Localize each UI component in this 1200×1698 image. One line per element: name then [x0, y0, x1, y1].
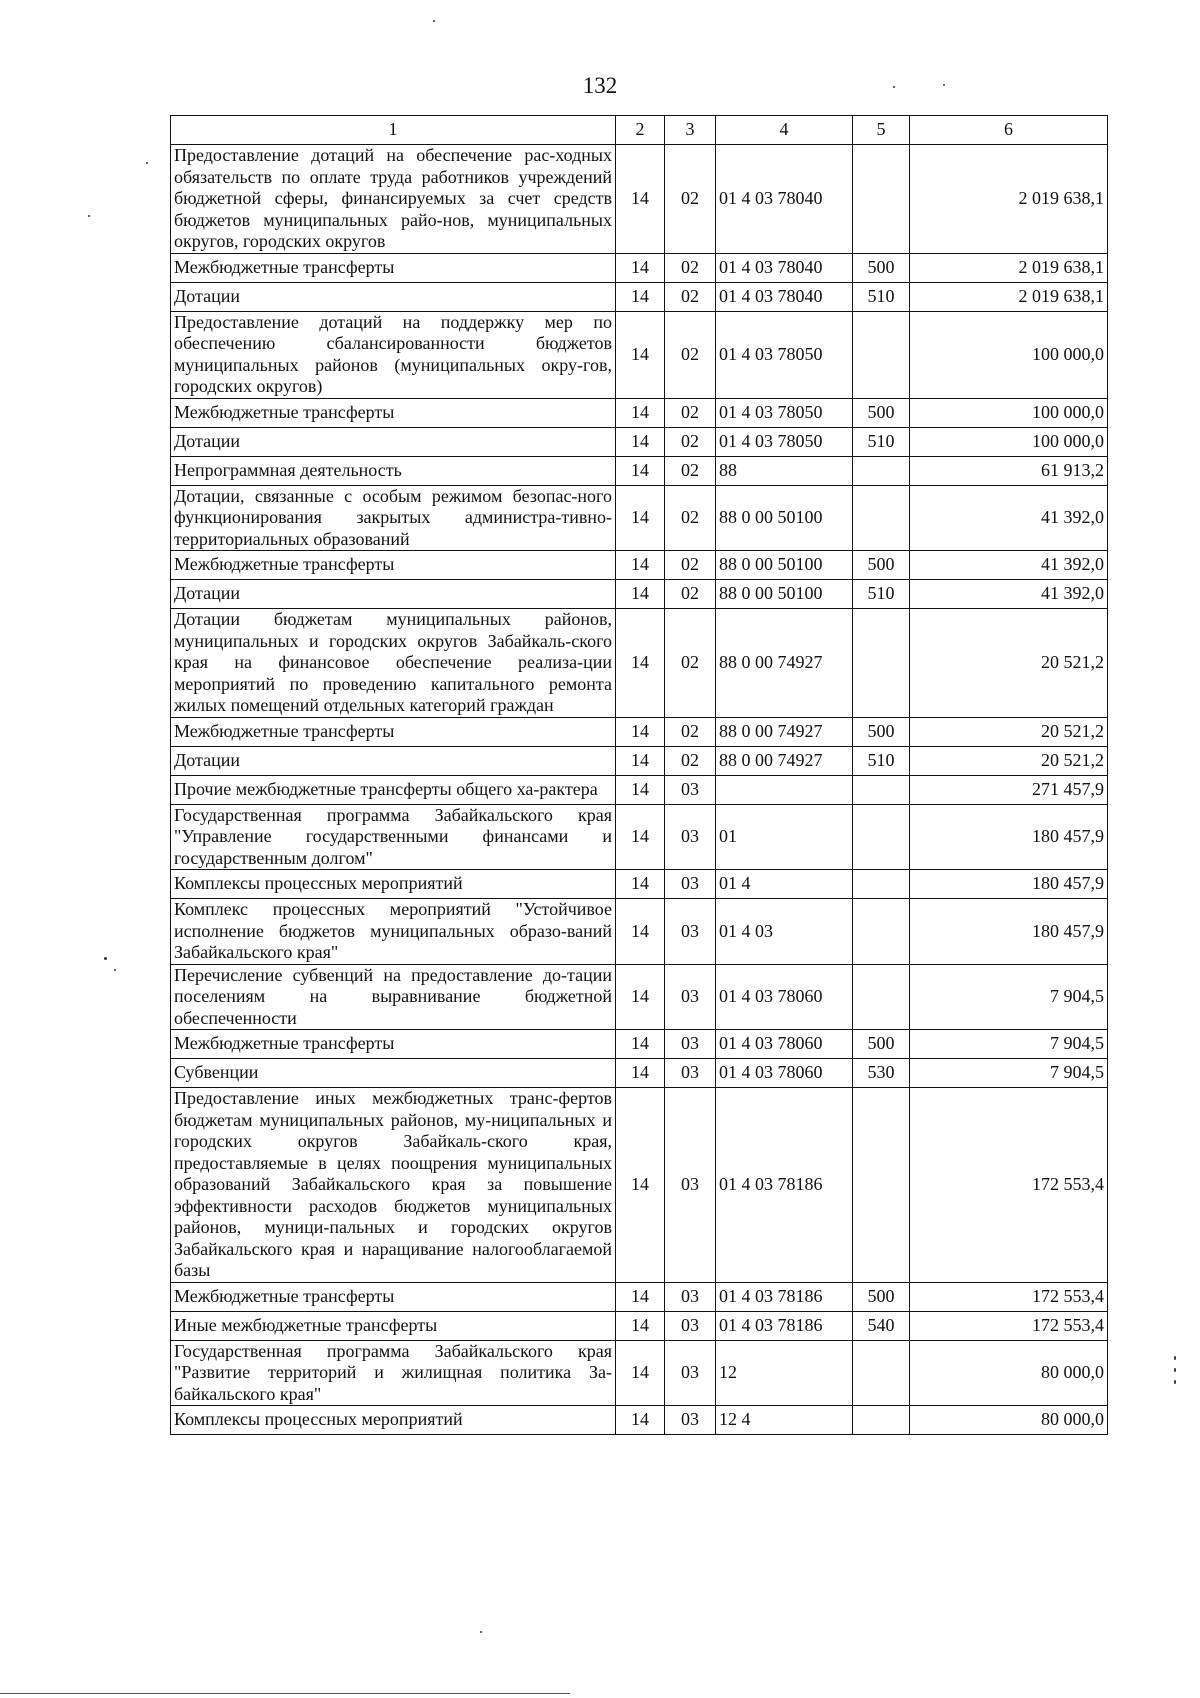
row-col3-cell: 02: [665, 746, 716, 775]
row-col3-cell: 02: [665, 485, 716, 551]
row-col6-cell: 41 392,0: [910, 485, 1108, 551]
row-col4-cell: 88 0 00 74927: [716, 717, 853, 746]
row-col2-cell: 14: [616, 145, 665, 254]
table-row: [171, 427, 1108, 456]
row-col4-cell: 01 4 03 78186: [716, 1088, 853, 1283]
column-header: 4: [716, 116, 853, 145]
row-col3-cell: 03: [665, 1311, 716, 1340]
row-col4-cell: 12: [716, 1340, 853, 1406]
row-col3-cell: 03: [665, 775, 716, 804]
row-col3-cell: 03: [665, 1282, 716, 1311]
row-col3-cell: 02: [665, 580, 716, 609]
table-row: [171, 1030, 1108, 1059]
table-header-row: [171, 116, 1108, 145]
row-col6-cell: 172 553,4: [910, 1088, 1108, 1283]
row-col3-cell: 03: [665, 964, 716, 1030]
row-col4-cell: 01 4 03 78186: [716, 1282, 853, 1311]
row-name-cell: Предоставление иных межбюджетных транс-фертов бюджетам муниципальных районов, му-ниципальных и городских округов Забайкаль-ского края, предоставляемые в целях поощрения муниципальных образований Забайкальского края за повышение эффективности расходов бюджетов муниципальных районов, муници-пальных и городских округов Забайкальского края и наращивание налогооблагаемой базы: [171, 1088, 616, 1283]
row-col2-cell: 14: [616, 964, 665, 1030]
row-col2-cell: 14: [616, 282, 665, 311]
row-col2-cell: 14: [616, 1030, 665, 1059]
row-col3-cell: 03: [665, 804, 716, 870]
row-col3-cell: 02: [665, 398, 716, 427]
row-col5-cell: [853, 1340, 910, 1406]
row-col3-cell: 03: [665, 1406, 716, 1435]
row-col2-cell: 14: [616, 1340, 665, 1406]
row-col2-cell: 14: [616, 427, 665, 456]
scan-speck: [114, 969, 116, 971]
row-col2-cell: 14: [616, 870, 665, 899]
row-col4-cell: 01 4: [716, 870, 853, 899]
table-row: [171, 775, 1108, 804]
scan-speck: [88, 215, 90, 217]
row-col6-cell: 61 913,2: [910, 456, 1108, 485]
row-col2-cell: 14: [616, 746, 665, 775]
scan-edge-line: [0, 1693, 570, 1694]
table-row: [171, 311, 1108, 398]
row-col3-cell: 03: [665, 870, 716, 899]
row-col2-cell: 14: [616, 551, 665, 580]
row-col3-cell: 02: [665, 311, 716, 398]
row-name-cell: Комплекс процессных мероприятий "Устойчивое исполнение бюджетов муниципальных образо-ваний Забайкальского края": [171, 899, 616, 965]
row-col5-cell: [853, 775, 910, 804]
table-body: [171, 145, 1108, 1435]
row-col5-cell: [853, 899, 910, 965]
table-row: [171, 804, 1108, 870]
row-col4-cell: 01 4 03 78050: [716, 398, 853, 427]
row-name-cell: Дотации: [171, 746, 616, 775]
row-col4-cell: 01 4 03 78040: [716, 253, 853, 282]
row-col4-cell: 88 0 00 74927: [716, 746, 853, 775]
scan-speck: [1174, 1380, 1176, 1384]
row-col3-cell: 02: [665, 427, 716, 456]
row-col4-cell: 88 0 00 50100: [716, 580, 853, 609]
row-col3-cell: 03: [665, 1030, 716, 1059]
column-header: 5: [853, 116, 910, 145]
budget-table: [170, 115, 1108, 1435]
row-col6-cell: 271 457,9: [910, 775, 1108, 804]
row-col2-cell: 14: [616, 1088, 665, 1283]
row-col6-cell: 172 553,4: [910, 1311, 1108, 1340]
table-row: [171, 580, 1108, 609]
row-name-cell: Дотации, связанные с особым режимом безопас-ного функционирования закрытых администра-тивно-территориальных образований: [171, 485, 616, 551]
row-col6-cell: 7 904,5: [910, 1030, 1108, 1059]
row-col4-cell: 01 4 03 78050: [716, 427, 853, 456]
row-col2-cell: 14: [616, 1311, 665, 1340]
row-col5-cell: [853, 964, 910, 1030]
row-name-cell: Государственная программа Забайкальского края "Управление государственными финансами и государственным долгом": [171, 804, 616, 870]
row-col3-cell: 02: [665, 456, 716, 485]
row-col3-cell: 02: [665, 253, 716, 282]
column-header: 3: [665, 116, 716, 145]
table-row: [171, 1311, 1108, 1340]
table-row: [171, 1282, 1108, 1311]
table-row: [171, 746, 1108, 775]
row-col6-cell: 172 553,4: [910, 1282, 1108, 1311]
table-row: [171, 870, 1108, 899]
row-col2-cell: 14: [616, 253, 665, 282]
row-name-cell: Иные межбюджетные трансферты: [171, 1311, 616, 1340]
row-col2-cell: 14: [616, 1059, 665, 1088]
column-header: 1: [171, 116, 616, 145]
table-row: [171, 717, 1108, 746]
row-col3-cell: 03: [665, 1340, 716, 1406]
row-name-cell: Предоставление дотаций на обеспечение рас-ходных обязательств по оплате труда работников учреждений бюджетной сферы, финансируемых за счет средств бюджетов муниципальных райо-нов, муниципальных округов, городских округов: [171, 145, 616, 254]
scan-speck: [893, 86, 895, 88]
row-col5-cell: 510: [853, 580, 910, 609]
scan-speck: [104, 957, 107, 960]
row-col4-cell: 88 0 00 50100: [716, 485, 853, 551]
table-row: [171, 253, 1108, 282]
table-row: [171, 1406, 1108, 1435]
table-row: [171, 145, 1108, 254]
row-col6-cell: 180 457,9: [910, 804, 1108, 870]
row-col5-cell: [853, 870, 910, 899]
row-col6-cell: 41 392,0: [910, 551, 1108, 580]
row-col4-cell: 88 0 00 50100: [716, 551, 853, 580]
row-col2-cell: 14: [616, 485, 665, 551]
row-col4-cell: 01: [716, 804, 853, 870]
row-name-cell: Предоставление дотаций на поддержку мер по обеспечению сбалансированности бюджетов муниципальных районов (муниципальных окру-гов, городских округов): [171, 311, 616, 398]
row-col5-cell: 510: [853, 746, 910, 775]
row-col5-cell: 500: [853, 398, 910, 427]
row-col5-cell: 510: [853, 427, 910, 456]
row-col2-cell: 14: [616, 1406, 665, 1435]
row-col5-cell: [853, 1088, 910, 1283]
row-col5-cell: [853, 609, 910, 718]
row-col3-cell: 02: [665, 717, 716, 746]
row-name-cell: Непрограммная деятельность: [171, 456, 616, 485]
row-name-cell: Межбюджетные трансферты: [171, 1282, 616, 1311]
row-col4-cell: 01 4 03 78040: [716, 145, 853, 254]
row-col2-cell: 14: [616, 717, 665, 746]
row-name-cell: Прочие межбюджетные трансферты общего ха-рактера: [171, 775, 616, 804]
row-col6-cell: 100 000,0: [910, 311, 1108, 398]
row-col5-cell: [853, 804, 910, 870]
scan-speck: [943, 84, 945, 86]
row-col4-cell: 01 4 03 78050: [716, 311, 853, 398]
row-col2-cell: 14: [616, 899, 665, 965]
row-col3-cell: 03: [665, 899, 716, 965]
row-col6-cell: 180 457,9: [910, 870, 1108, 899]
row-col4-cell: [716, 775, 853, 804]
page-number: 132: [582, 73, 618, 98]
row-col6-cell: 80 000,0: [910, 1340, 1108, 1406]
row-name-cell: Межбюджетные трансферты: [171, 717, 616, 746]
row-col5-cell: 540: [853, 1311, 910, 1340]
row-col4-cell: 88 0 00 74927: [716, 609, 853, 718]
row-name-cell: Межбюджетные трансферты: [171, 398, 616, 427]
row-name-cell: Межбюджетные трансферты: [171, 1030, 616, 1059]
row-col3-cell: 02: [665, 551, 716, 580]
table-row: [171, 456, 1108, 485]
scan-speck: [1174, 1368, 1176, 1372]
table-row: [171, 282, 1108, 311]
row-col2-cell: 14: [616, 609, 665, 718]
row-name-cell: Межбюджетные трансферты: [171, 551, 616, 580]
row-col6-cell: 100 000,0: [910, 427, 1108, 456]
row-col5-cell: [853, 485, 910, 551]
row-col6-cell: 2 019 638,1: [910, 282, 1108, 311]
row-col4-cell: 01 4 03: [716, 899, 853, 965]
table-row: [171, 1059, 1108, 1088]
row-col4-cell: 12 4: [716, 1406, 853, 1435]
table-row: [171, 398, 1108, 427]
row-col4-cell: 01 4 03 78060: [716, 964, 853, 1030]
row-col5-cell: 510: [853, 282, 910, 311]
row-col6-cell: 80 000,0: [910, 1406, 1108, 1435]
row-col2-cell: 14: [616, 1282, 665, 1311]
row-col6-cell: 2 019 638,1: [910, 145, 1108, 254]
row-name-cell: Дотации: [171, 580, 616, 609]
scan-speck: [480, 1631, 482, 1633]
table-row: [171, 609, 1108, 718]
row-col5-cell: 500: [853, 1030, 910, 1059]
row-col5-cell: [853, 145, 910, 254]
column-header: 6: [910, 116, 1108, 145]
row-col2-cell: 14: [616, 804, 665, 870]
row-col4-cell: 01 4 03 78060: [716, 1030, 853, 1059]
row-name-cell: Межбюджетные трансферты: [171, 253, 616, 282]
scan-speck: [1174, 1356, 1176, 1360]
row-col5-cell: 530: [853, 1059, 910, 1088]
table-row: [171, 485, 1108, 551]
row-col6-cell: 20 521,2: [910, 717, 1108, 746]
row-col6-cell: 41 392,0: [910, 580, 1108, 609]
row-col3-cell: 02: [665, 609, 716, 718]
row-col5-cell: [853, 311, 910, 398]
row-col4-cell: 88: [716, 456, 853, 485]
row-col5-cell: 500: [853, 253, 910, 282]
row-name-cell: Дотации: [171, 282, 616, 311]
row-name-cell: Государственная программа Забайкальского края "Развитие территорий и жилищная политика За-байкальского края": [171, 1340, 616, 1406]
row-col6-cell: 180 457,9: [910, 899, 1108, 965]
row-col5-cell: [853, 1406, 910, 1435]
row-col5-cell: 500: [853, 717, 910, 746]
row-col4-cell: 01 4 03 78186: [716, 1311, 853, 1340]
row-col2-cell: 14: [616, 775, 665, 804]
row-col5-cell: 500: [853, 551, 910, 580]
scan-speck: [433, 20, 435, 22]
row-name-cell: Комплексы процессных мероприятий: [171, 1406, 616, 1435]
row-col6-cell: 2 019 638,1: [910, 253, 1108, 282]
row-col3-cell: 03: [665, 1088, 716, 1283]
scan-speck: [146, 162, 148, 164]
row-name-cell: Комплексы процессных мероприятий: [171, 870, 616, 899]
table-row: [171, 551, 1108, 580]
row-col2-cell: 14: [616, 456, 665, 485]
row-col5-cell: [853, 456, 910, 485]
table-row: [171, 1340, 1108, 1406]
row-col4-cell: 01 4 03 78040: [716, 282, 853, 311]
table-row: [171, 964, 1108, 1030]
row-col2-cell: 14: [616, 580, 665, 609]
row-col6-cell: 7 904,5: [910, 1059, 1108, 1088]
row-col6-cell: 100 000,0: [910, 398, 1108, 427]
row-col3-cell: 03: [665, 1059, 716, 1088]
row-col3-cell: 02: [665, 145, 716, 254]
row-col6-cell: 20 521,2: [910, 609, 1108, 718]
row-col3-cell: 02: [665, 282, 716, 311]
row-name-cell: Дотации: [171, 427, 616, 456]
row-name-cell: Субвенции: [171, 1059, 616, 1088]
row-col2-cell: 14: [616, 311, 665, 398]
table-row: [171, 1088, 1108, 1283]
row-col5-cell: 500: [853, 1282, 910, 1311]
row-col2-cell: 14: [616, 398, 665, 427]
row-col4-cell: 01 4 03 78060: [716, 1059, 853, 1088]
column-header: 2: [616, 116, 665, 145]
row-col6-cell: 20 521,2: [910, 746, 1108, 775]
row-name-cell: Дотации бюджетам муниципальных районов, муниципальных и городских округов Забайкаль-ского края на финансовое обеспечение реализа-ции мероприятий по проведению капитального ремонта жилых помещений отдельных категорий граждан: [171, 609, 616, 718]
row-name-cell: Перечисление субвенций на предоставление до-тации поселениям на выравнивание бюджетной обеспеченности: [171, 964, 616, 1030]
row-col6-cell: 7 904,5: [910, 964, 1108, 1030]
table-row: [171, 899, 1108, 965]
